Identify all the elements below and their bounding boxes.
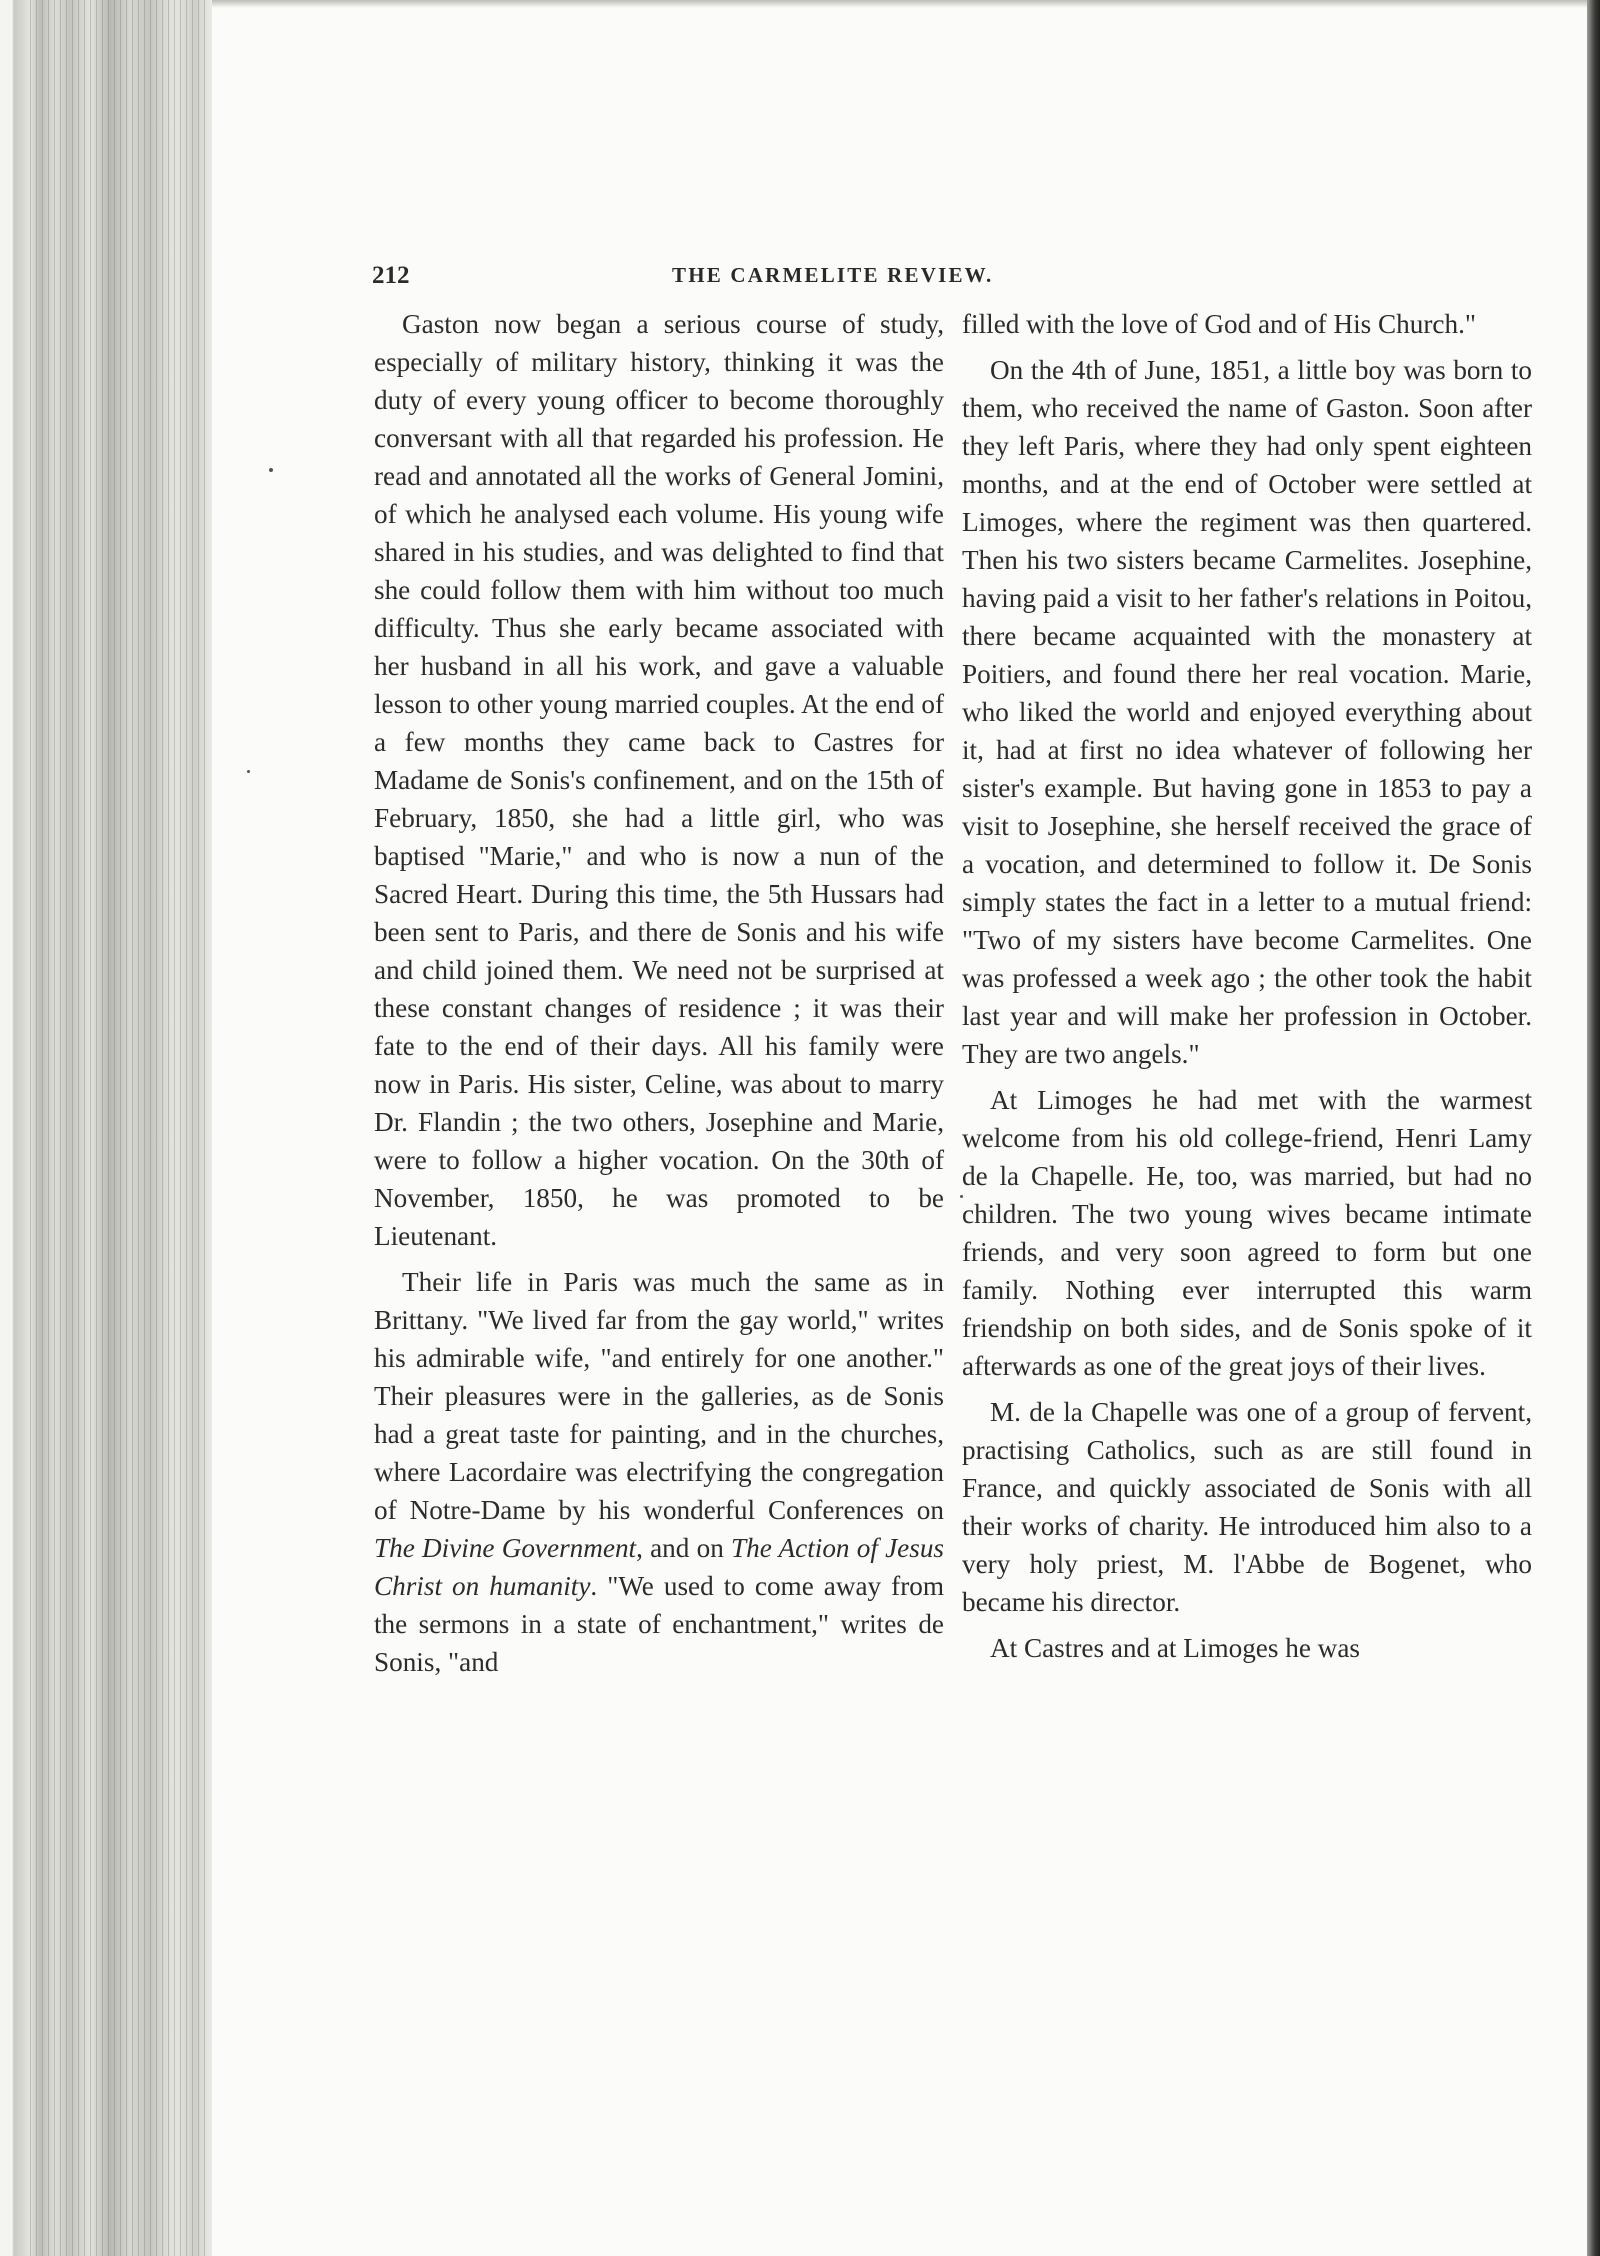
- left-column: [374, 305, 944, 1689]
- paragraph: On the 4th of June, 1851, a little boy was born to them, who received the name of Gaston. Soon after they left Paris, where they had only spent eighteen months, and at the end of October were settled at Limoges, where the regiment was then quartered. Then his two sisters became Carmelites. Josephine, having paid a visit to her father's relations in Poitou, there became acquainted with the monastery at Poitiers, and found there her real vocation. Marie, who liked the world and enjoyed everything about it, had at first no idea whatever of following her sister's example. But having gone in 1853 to pay a visit to Josephine, she herself received the grace of a vocation, and determined to follow it. De Sonis simply states the fact in a letter to a mutual friend: "Two of my sisters have become Carmelites. One was professed a week ago ; the other took the habit last year and will make her profession in October. They are two angels.": [962, 355, 1532, 1069]
- book-spine-shadow: [1587, 0, 1600, 2256]
- page-edge-lines: [30, 0, 210, 2256]
- paragraph: filled with the love of God and of His Church.": [962, 309, 1476, 339]
- paragraph-text: . "We used to come away from the sermons in a state of enchantment," writes de Sonis, "and: [374, 1571, 945, 1677]
- journal-title: THE CARMELITE REVIEW.: [672, 263, 994, 287]
- italic-title: The Action of Jesus Christ on humanity: [374, 1533, 944, 1601]
- paragraph: At Limoges he had met with the warmest welcome from his old college-friend, Henri Lamy de la Chapelle. He, too, was married, but had no children. The two young wives became intimate friends, and very soon agreed to form but one family. Nothing ever interrupted this warm friendship on both sides, and de Sonis spoke of it afterwards as one of the great joys of their lives.: [962, 1085, 1532, 1381]
- print-speck: [247, 770, 250, 773]
- paragraph-text: , and on: [636, 1533, 732, 1563]
- italic-title: The Divine Government: [374, 1533, 637, 1563]
- running-head: [372, 262, 1522, 296]
- book-page-edges: [0, 0, 215, 2256]
- paragraph-text: Their life in Paris was much the same as in Brittany. "We lived far from the gay world," writes his admirable wife, "and entirely for one another." Their pleasures were in the galleries, as de Sonis had a great taste for painting, and in the churches, where Lacordaire was electrifying the congregation of Notre-Dame by his wonderful Conferences on: [374, 1267, 944, 1525]
- top-shadow: [212, 0, 1587, 8]
- print-speck: [269, 468, 273, 472]
- page-number: 212: [372, 262, 410, 289]
- paragraph: At Castres and at Limoges he was: [990, 1633, 1360, 1663]
- paragraph: Gaston now began a serious course of study, especially of military history, thinking it was the duty of every young officer to become thoroughly conversant with all that regarded his profession. He read and annotated all the works of General Jomini, of which he analysed each volume. His young wife shared in his studies, and was delighted to find that she could follow them with him without too much difficulty. Thus she early became associated with her husband in all his work, and gave a valuable lesson to other young married couples. At the end of a few months they came back to Castres for Madame de Sonis's confinement, and on the 15th of February, 1850, she had a little girl, who was baptised "Marie," and who is now a nun of the Sacred Heart. During this time, the 5th Hussars had been sent to Paris, and there de Sonis and his wife and child joined them. We need not be surprised at these constant changes of residence ; it was their fate to the end of their days. All his family were now in Paris. His sister, Celine, was about to marry Dr. Flandin ; the two others, Josephine and Marie, were to follow a higher vocation. On the 30th of November, 1850, he was promoted to be Lieutenant.: [374, 309, 944, 1251]
- right-column: [962, 305, 1532, 1675]
- paragraph: [374, 1263, 944, 1681]
- paragraph: M. de la Chapelle was one of a group of fervent, practising Catholics, such as are still found in France, and quickly associated de Sonis with all their works of charity. He introduced him also to a very holy priest, M. l'Abbe de Bogenet, who became his director.: [962, 1397, 1532, 1617]
